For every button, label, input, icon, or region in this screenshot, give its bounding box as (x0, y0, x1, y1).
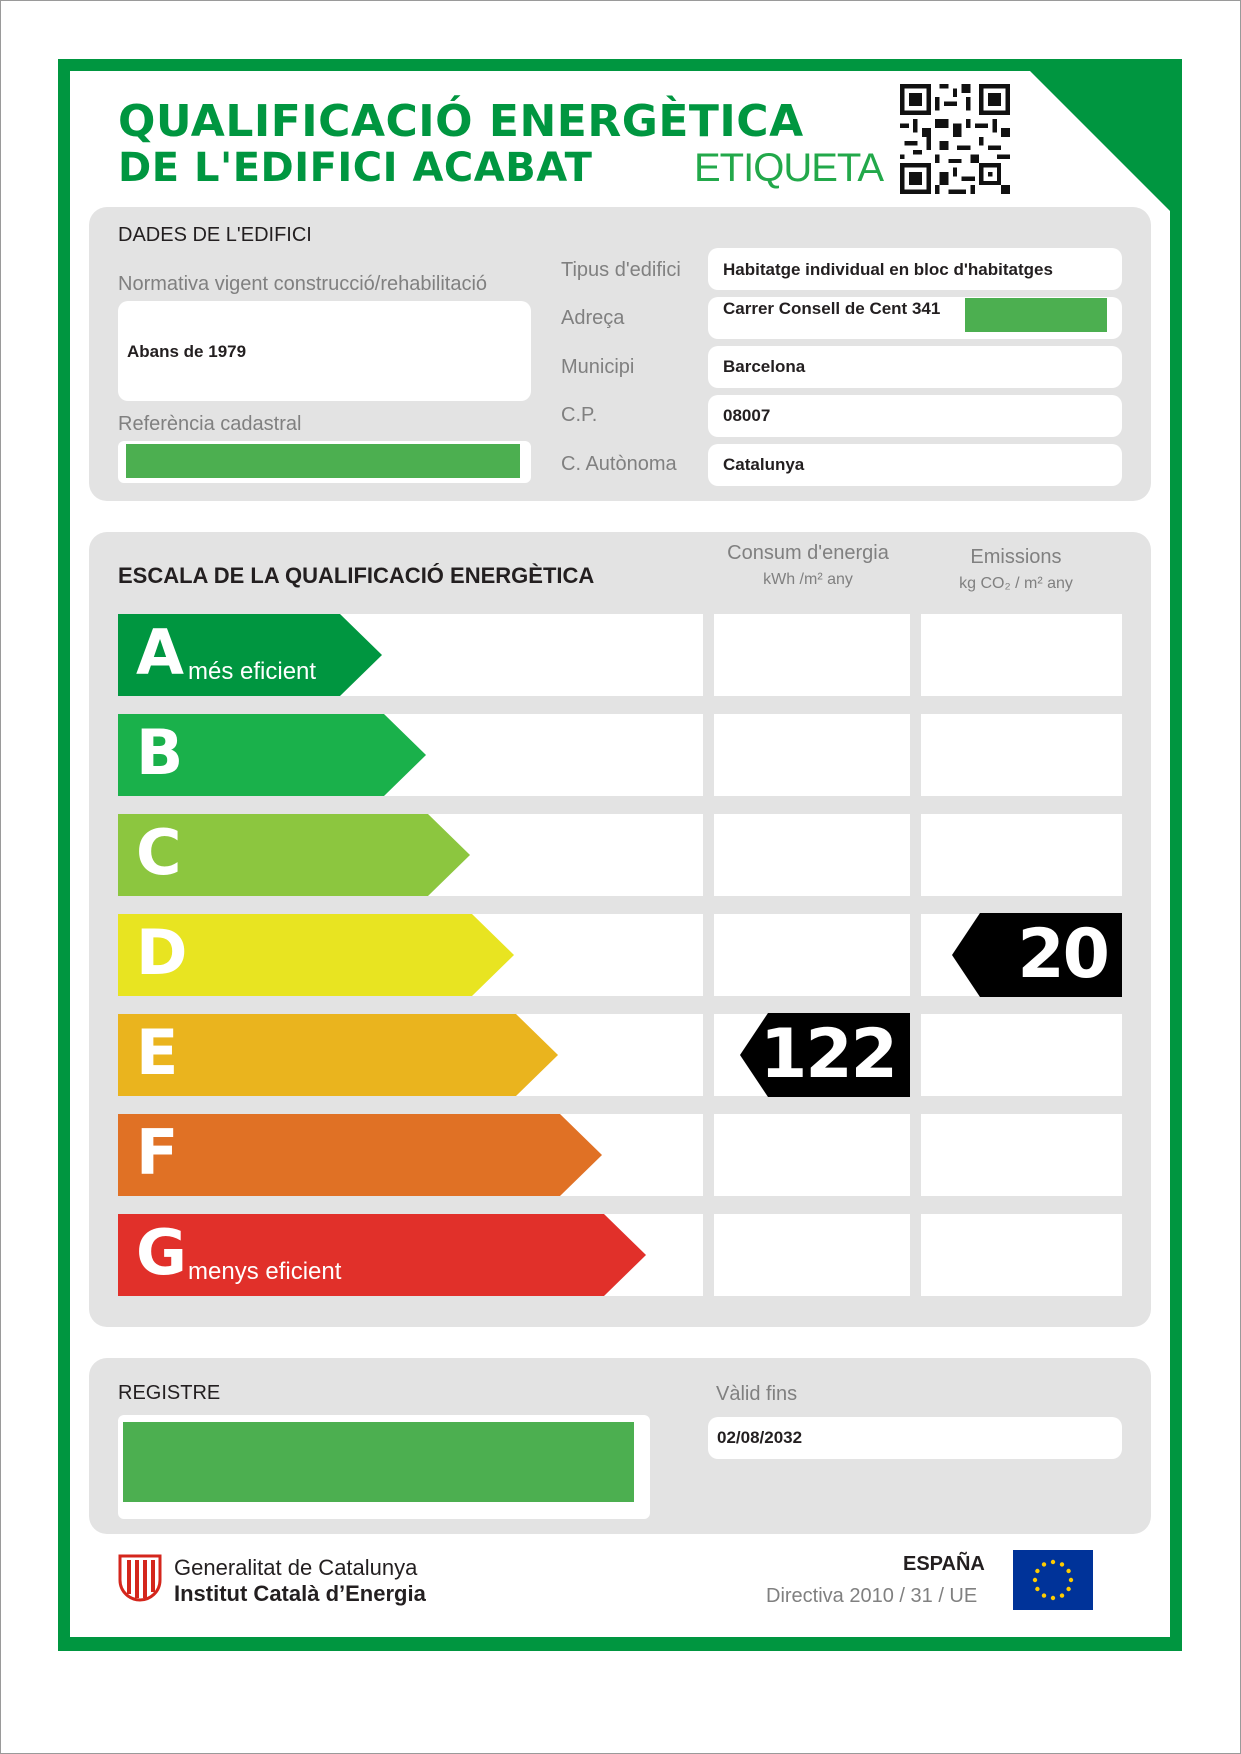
emissions-unit: kg CO₂ / m² any (959, 575, 1073, 592)
scale-row-consum-cell (714, 714, 910, 796)
municipi-label: Municipi (561, 356, 635, 378)
class-letter: B (136, 716, 184, 789)
building-section-title: DADES DE L'EDIFICI (118, 224, 312, 246)
scale-row-emissions-cell (921, 714, 1122, 796)
scale-row-consum-cell (714, 814, 910, 896)
eu-star (1051, 1560, 1055, 1564)
emissions-rating-badge (952, 913, 1122, 997)
emissions-title: Emissions (970, 546, 1062, 568)
valid-label: Vàlid fins (716, 1383, 798, 1405)
class-sublabel: menys eficient (188, 1258, 342, 1285)
class-arrow-a (118, 614, 382, 696)
emissions-rating-badge-value: 20 (1017, 915, 1108, 994)
class-arrow-e (118, 1014, 558, 1096)
cp-value: 08007 (723, 406, 771, 425)
class-letter: E (136, 1016, 179, 1089)
eu-star (1035, 1569, 1039, 1573)
autonoma-value: Catalunya (723, 455, 805, 474)
referencia-redacted (126, 444, 520, 478)
eu-star (1033, 1578, 1037, 1582)
scale-row-consum-cell (714, 614, 910, 696)
tipus-label: Tipus d'edifici (561, 259, 681, 281)
scale-title: ESCALA DE LA QUALIFICACIÓ ENERGÈTICA (118, 563, 595, 588)
consum-rating-badge (740, 1013, 910, 1097)
adreca-redacted (965, 298, 1107, 332)
eu-star (1066, 1587, 1070, 1591)
qr-code-icon[interactable] (900, 84, 1010, 194)
eu-flag-icon (1013, 1550, 1093, 1610)
scale-row-emissions-cell (921, 814, 1122, 896)
class-letter: F (136, 1116, 179, 1189)
autonoma-label: C. Autònoma (561, 453, 677, 475)
scale-row-emissions-cell (921, 1214, 1122, 1296)
eu-star (1042, 1562, 1046, 1566)
class-arrow-b (118, 714, 426, 796)
eu-star (1069, 1578, 1073, 1582)
normativa-value: Abans de 1979 (127, 342, 247, 361)
class-arrow-shape (118, 1114, 602, 1196)
registre-label: REGISTRE (118, 1382, 221, 1404)
scale-row-emissions-cell (921, 1114, 1122, 1196)
registre-redacted (123, 1422, 634, 1502)
corner-triangle (1030, 71, 1170, 211)
cp-label: C.P. (561, 404, 598, 426)
consum-unit: kWh /m² any (763, 571, 853, 588)
class-arrow-d (118, 914, 514, 996)
eu-star (1051, 1596, 1055, 1600)
title-line-2: DE L'EDIFICI ACABAT (118, 145, 593, 191)
title-line-1: QUALIFICACIÓ ENERGÈTICA (118, 96, 804, 147)
tipus-value: Habitatge individual en bloc d'habitatges (723, 260, 1053, 279)
referencia-label: Referència cadastral (118, 413, 302, 435)
consum-title: Consum d'energia (727, 542, 889, 564)
eu-star (1066, 1569, 1070, 1573)
class-arrow-shape (118, 1014, 558, 1096)
scale-row-consum-cell (714, 914, 910, 996)
scale-row-consum-cell (714, 1214, 910, 1296)
class-letter: D (136, 916, 188, 989)
eu-star (1035, 1587, 1039, 1591)
class-letter: G (136, 1216, 187, 1289)
class-arrow-g (118, 1214, 646, 1296)
scale-row-emissions-cell (921, 1014, 1122, 1096)
scale-row-consum-cell (714, 1114, 910, 1196)
municipi-value: Barcelona (723, 357, 806, 376)
class-arrow-f (118, 1114, 602, 1196)
class-letter: A (136, 616, 184, 689)
eu-star (1060, 1562, 1064, 1566)
eu-star (1060, 1593, 1064, 1597)
consum-rating-badge-value: 122 (760, 1015, 896, 1094)
class-letter: C (136, 816, 182, 889)
etiqueta-label: ETIQUETA (694, 146, 884, 190)
country-label: ESPAÑA (903, 1553, 985, 1575)
normativa-label: Normativa vigent construcció/rehabilitació (118, 273, 488, 295)
org-line-1: Generalitat de Catalunya (174, 1555, 418, 1580)
class-sublabel: més eficient (188, 658, 317, 685)
directive-label: Directiva 2010 / 31 / UE (766, 1585, 978, 1607)
adreca-value: Carrer Consell de Cent 341 (723, 299, 941, 318)
org-line-2: Institut Català d’Energia (174, 1581, 426, 1606)
consum-header (708, 542, 908, 589)
scale-row-emissions-cell (921, 614, 1122, 696)
adreca-label: Adreça (561, 307, 625, 329)
valid-value: 02/08/2032 (717, 1428, 803, 1447)
generalitat-logo-icon (118, 1554, 162, 1602)
emissions-header (916, 546, 1116, 593)
eu-star (1042, 1593, 1046, 1597)
class-arrow-c (118, 814, 470, 896)
